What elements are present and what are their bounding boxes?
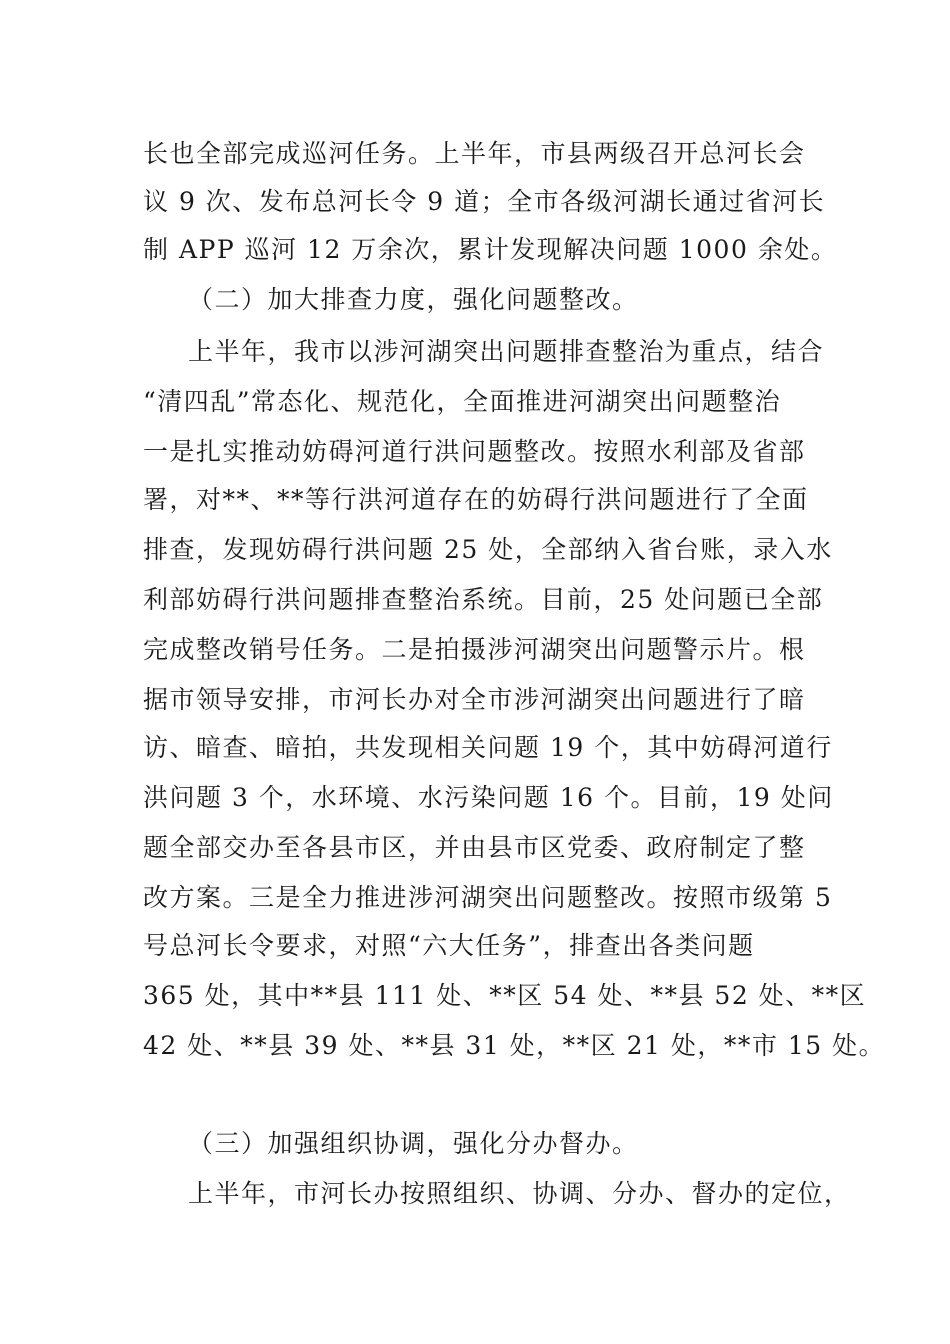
body-text-line: 完成整改销号任务。二是拍摄涉河湖突出问题警示片。根 <box>143 635 806 664</box>
body-text-line: 42 处、**县 39 处、**县 31 处，**区 21 处，**市 15 处。 <box>143 1031 886 1060</box>
body-text-line: 排查，发现妨碍行洪问题 25 处，全部纳入省台账，录入水 <box>143 535 833 564</box>
body-text-line: 议 9 次、发布总河长令 9 道；全市各级河湖长通过省河长 <box>143 187 826 216</box>
body-text-line: 访、暗查、暗拍，共发现相关问题 19 个，其中妨碍河道行 <box>143 733 833 762</box>
body-text-line: 长也全部完成巡河任务。上半年，市县两级召开总河长会 <box>143 139 806 168</box>
body-text-line: 制 APP 巡河 12 万余次，累计发现解决问题 1000 余处。 <box>143 235 838 264</box>
body-text-line: 署，对**、**等行洪河道存在的妨碍行洪问题进行了全面 <box>143 485 809 514</box>
body-text-line: “清四乱”常态化、规范化，全面推进河湖突出问题整治 <box>143 387 782 416</box>
body-text-line: 洪问题 3 个，水环境、水污染问题 16 个。目前，19 处问 <box>143 783 834 812</box>
body-text-line: 365 处，其中**县 111 处、**区 54 处、**县 52 处、**区 <box>143 981 867 1010</box>
body-text-line: 一是扎实推动妨碍河道行洪问题整改。按照水利部及省部 <box>143 437 806 466</box>
paragraph-first-line: 上半年，我市以涉河湖突出问题排查整治为重点，结合 <box>188 337 825 366</box>
body-text-line: 题全部交办至各县市区，并由县市区党委、政府制定了整 <box>143 833 806 862</box>
paragraph-first-line: 上半年，市河长办按照组织、协调、分办、督办的定位， <box>188 1179 851 1208</box>
body-text-line: 利部妨碍行洪问题排查整治系统。目前，25 处问题已全部 <box>143 585 824 614</box>
body-text-line: 改方案。三是全力推进涉河湖突出问题整改。按照市级第 5 <box>143 883 833 912</box>
section-heading-3: （三）加强组织协调，强化分办督办。 <box>188 1129 639 1158</box>
body-text-line: 据市领导安排，市河长办对全市涉河湖突出问题进行了暗 <box>143 685 806 714</box>
body-text-line: 号总河长令要求，对照“六大任务”，排查出各类问题 <box>143 931 755 960</box>
section-heading-2: （二）加大排查力度，强化问题整改。 <box>188 285 639 314</box>
